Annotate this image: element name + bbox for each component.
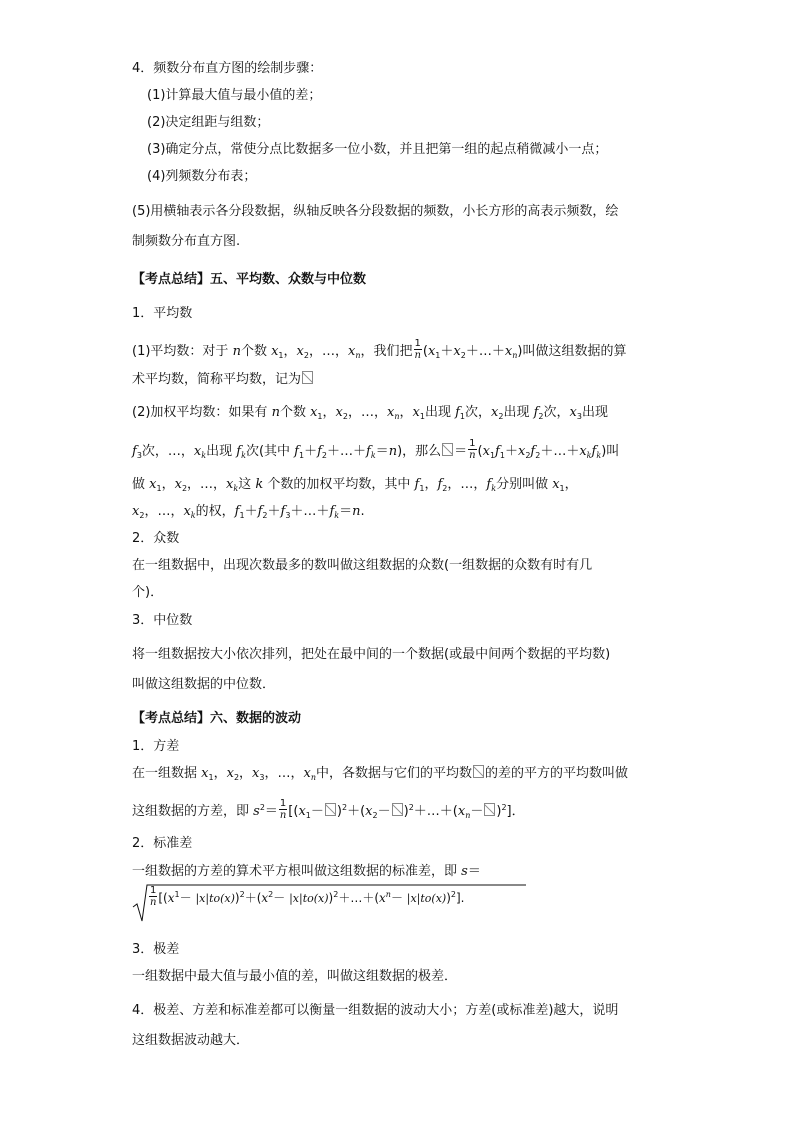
x-bar-placeholder-icon bbox=[484, 803, 495, 816]
step-1: (1)计算最大值与最小值的差； bbox=[147, 88, 322, 103]
weighted-mean-line3: 做 $x_1$，$x_2$，…，$x_k$这 k 个数的加权平均数，其中 $f_1$，$f_2$，…，$f_k$分别叫做 $x_1$， bbox=[132, 477, 578, 493]
step-5-line2: 制频数分布直方图. bbox=[132, 234, 241, 249]
heading-text: 五、平均数、众数与中位数 bbox=[210, 272, 367, 287]
fraction-1-over-n: $\frac{1}{n}$ bbox=[149, 885, 157, 908]
section5-heading bbox=[132, 271, 366, 289]
weighted-mean-line1: (2)加权平均数：如果有 n个数 $x_1$，$x_2$，…，$x_n$，$x_1$出现 $f_1$次，$x_2$出现 $f_2$次，$x_3$出现 bbox=[132, 405, 608, 421]
item4-line1: 4．极差、方差和标准差都可以衡量一组数据的波动大小；方差(或标准差)越大，说明 bbox=[132, 1003, 619, 1018]
x-bar-placeholder-icon bbox=[302, 371, 313, 384]
mean-title: 1．平均数 bbox=[132, 306, 193, 321]
item4-line2: 这组数据波动越大． bbox=[132, 1033, 250, 1048]
step-4: (4)列频数分布表； bbox=[147, 169, 257, 184]
weighted-mean-line2: $f_3$次，…，$x_k$出现 $f_k$次(其中 $f_1+f_2+\dots+f_k=n$)，那么 ＝ $\frac{1}{n}$ $(x_1f_1+x_2f_2+\dots+x_kf_k)$叫 bbox=[132, 438, 620, 461]
mode-text-line2: 个)． bbox=[132, 585, 164, 600]
mean-definition-line2: 术平均数，简称平均数，记为 bbox=[132, 371, 314, 389]
x-bar-placeholder-icon bbox=[473, 765, 484, 778]
step-2: (2)决定组距与组数； bbox=[147, 115, 270, 130]
step-5-line1: (5)用横轴表示各分段数据，纵轴反映各分段数据的频数，小长方形的高表示频数，绘 bbox=[132, 204, 619, 219]
section6-heading bbox=[132, 710, 301, 728]
median-title: 3．中位数 bbox=[132, 613, 193, 628]
variance-title: 1．方差 bbox=[132, 739, 180, 754]
variance-text-line1: 在一组数据 $x_1$，$x_2$，$x_3$，…，$x_n$中，各数据与它们的平均数 的差的平方的平均数叫做 bbox=[132, 766, 629, 782]
step-3: (3)确定分点，常使分点比数据多一位小数，并且把第一组的起点稍微减小一点； bbox=[147, 142, 608, 157]
mode-text-line1: 在一组数据中，出现次数最多的数叫做这组数据的众数(一组数据的众数有时有几 bbox=[132, 558, 593, 573]
fraction-1-over-n: $\frac{1}{n}$ bbox=[279, 798, 287, 821]
sd-text-line: 一组数据的方差的算术平方根叫做这组数据的标准差，即 s＝ bbox=[132, 864, 481, 879]
section4-title: 4．频数分布直方图的绘制步骤： bbox=[132, 61, 323, 76]
heading-text: 六、数据的波动 bbox=[210, 711, 302, 726]
fraction-1-over-n: $\frac{1}{n}$ bbox=[414, 338, 421, 361]
mean-definition-line1: (1)平均数：对于 n个数 $x_1$，$x_2$，…，$x_n$，我们把 $\frac{1}{n}$ $(x_1+x_2+\dots+x_n)$叫做这组数据的算 bbox=[132, 338, 627, 361]
fraction-1-over-n: $\frac{1}{n}$ bbox=[469, 438, 476, 461]
sd-title: 2．标准差 bbox=[132, 836, 193, 851]
range-title: 3．极差 bbox=[132, 942, 180, 957]
mode-title: 2．众数 bbox=[132, 531, 180, 546]
weighted-mean-line4: $x_2$，…，$x_k$的权，$f_1+f_2+f_3+\dots+f_k=n$. bbox=[132, 504, 365, 520]
median-text-line1: 将一组数据按大小依次排列，把处在最中间的一个数据(或最中间两个数据的平均数) bbox=[132, 647, 611, 662]
x-bar-placeholder-icon bbox=[325, 803, 336, 816]
variance-formula-line: 这组数据的方差，即 $s^2=$ $\frac{1}{n}$ [$(x_1- )^2+(x_2-$ )$^2+\dots+(x_n- )^2$]． bbox=[132, 798, 525, 821]
heading-tag: 【考点总结】 bbox=[132, 272, 211, 287]
range-text: 一组数据中最大值与最小值的差，叫做这组数据的极差． bbox=[132, 969, 458, 984]
x-bar-placeholder-icon bbox=[442, 443, 453, 456]
sd-sqrt-formula: $\frac{1}{n}$ [$(x^1- |x|to(x))^2+(x^2-$ $|x|to(x))^2+\dots+(x^n- |x|to(x))^2$]. bbox=[132, 883, 527, 923]
heading-tag: 【考点总结】 bbox=[132, 711, 211, 726]
x-bar-placeholder-icon bbox=[392, 803, 403, 816]
median-text-line2: 叫做这组数据的中位数． bbox=[132, 677, 276, 692]
